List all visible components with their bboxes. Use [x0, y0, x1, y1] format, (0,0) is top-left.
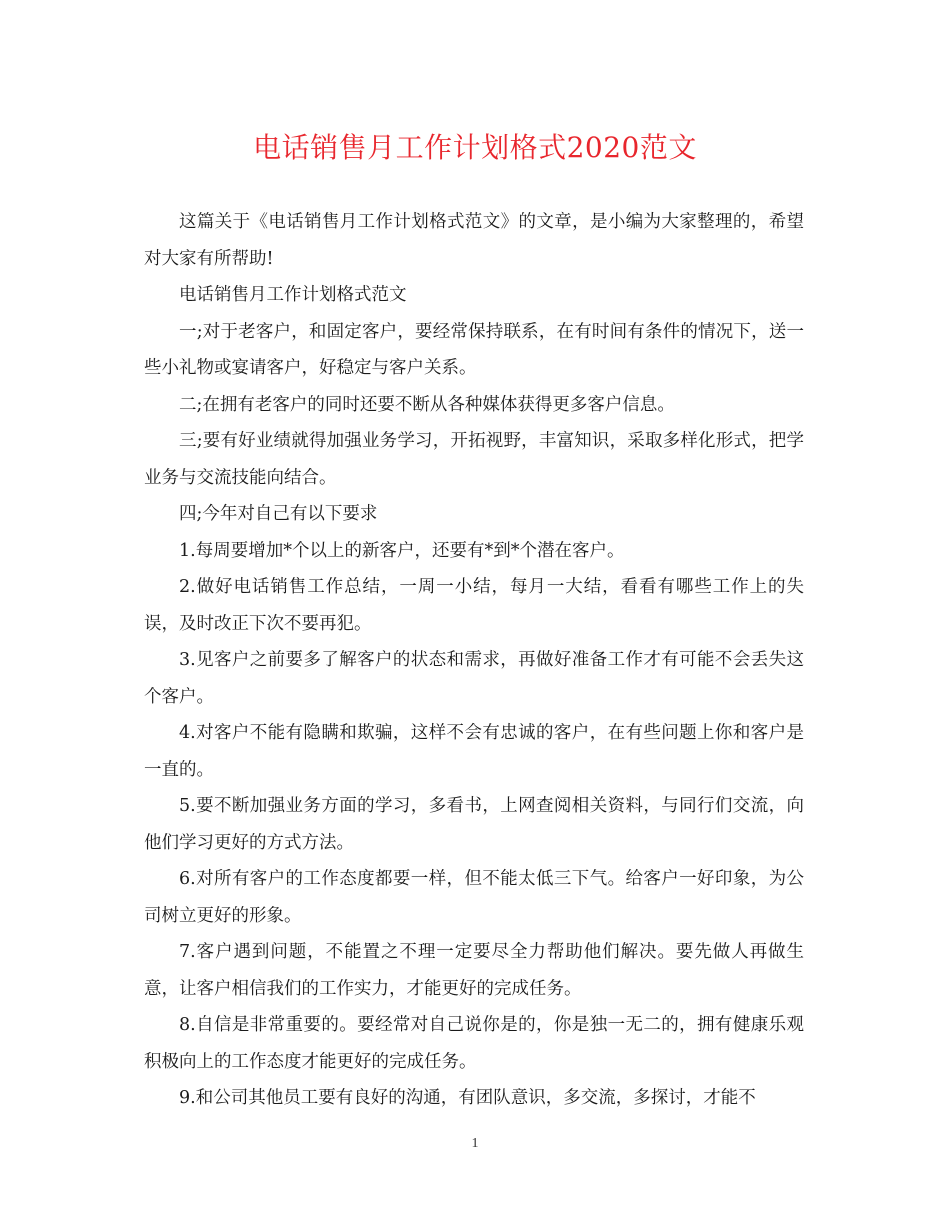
- list-item-5: 5.要不断加强业务方面的学习，多看书，上网查阅相关资料，与同行们交流，向他们学习更好的方式方法。: [144, 796, 804, 853]
- paragraph-subtitle: 电话销售月工作计划格式范文: [179, 285, 407, 305]
- paragraph-point-4: 四;今年对自己有以下要求: [179, 504, 378, 524]
- list-item-8: 8.自信是非常重要的。要经常对自己说你是的，你是独一无二的，拥有健康乐观积极向上的工作态度才能更好的完成任务。: [144, 1015, 804, 1072]
- document-title: 电话销售月工作计划格式2020范文: [253, 131, 697, 164]
- list-item-6: 6.对所有客户的工作态度都要一样，但不能太低三下气。给客户一好印象，为公司树立更好的形象。: [144, 869, 804, 926]
- list-item-1: 1.每周要增加*个以上的新客户，还要有*到*个潜在客户。: [179, 540, 625, 561]
- paragraph-point-1: 一;对于老客户，和固定客户，要经常保持联系，在有时间有条件的情况下，送一些小礼物或宴请客户，好稳定与客户关系。: [144, 321, 804, 378]
- document-body: [144, 204, 804, 1117]
- page-number: 1: [471, 1136, 479, 1151]
- list-item-4: 4.对客户不能有隐瞒和欺骗，这样不会有忠诚的客户，在有些问题上你和客户是一直的。: [144, 723, 804, 780]
- list-item-9: 9.和公司其他员工要有良好的沟通，有团队意识，多交流，多探讨，才能不: [179, 1088, 756, 1108]
- paragraph-point-3: 三;要有好业绩就得加强业务学习，开拓视野，丰富知识，采取多样化形式，把学业务与交流技能向结合。: [144, 431, 804, 488]
- paragraph-point-2: 二;在拥有老客户的同时还要不断从各种媒体获得更多客户信息。: [179, 394, 675, 415]
- paragraph-intro: 这篇关于《电话销售月工作计划格式范文》的文章，是小编为大家整理的，希望对大家有所帮助!: [144, 212, 804, 269]
- list-item-2: 2.做好电话销售工作总结，一周一小结，每月一大结，看看有哪些工作上的失误，及时改正下次不要再犯。: [144, 577, 804, 634]
- list-item-3: 3.见客户之前要多了解客户的状态和需求，再做好准备工作才有可能不会丢失这个客户。: [144, 650, 804, 707]
- list-item-7: 7.客户遇到问题，不能置之不理一定要尽全力帮助他们解决。要先做人再做生意，让客户相信我们的工作实力，才能更好的完成任务。: [144, 942, 804, 999]
